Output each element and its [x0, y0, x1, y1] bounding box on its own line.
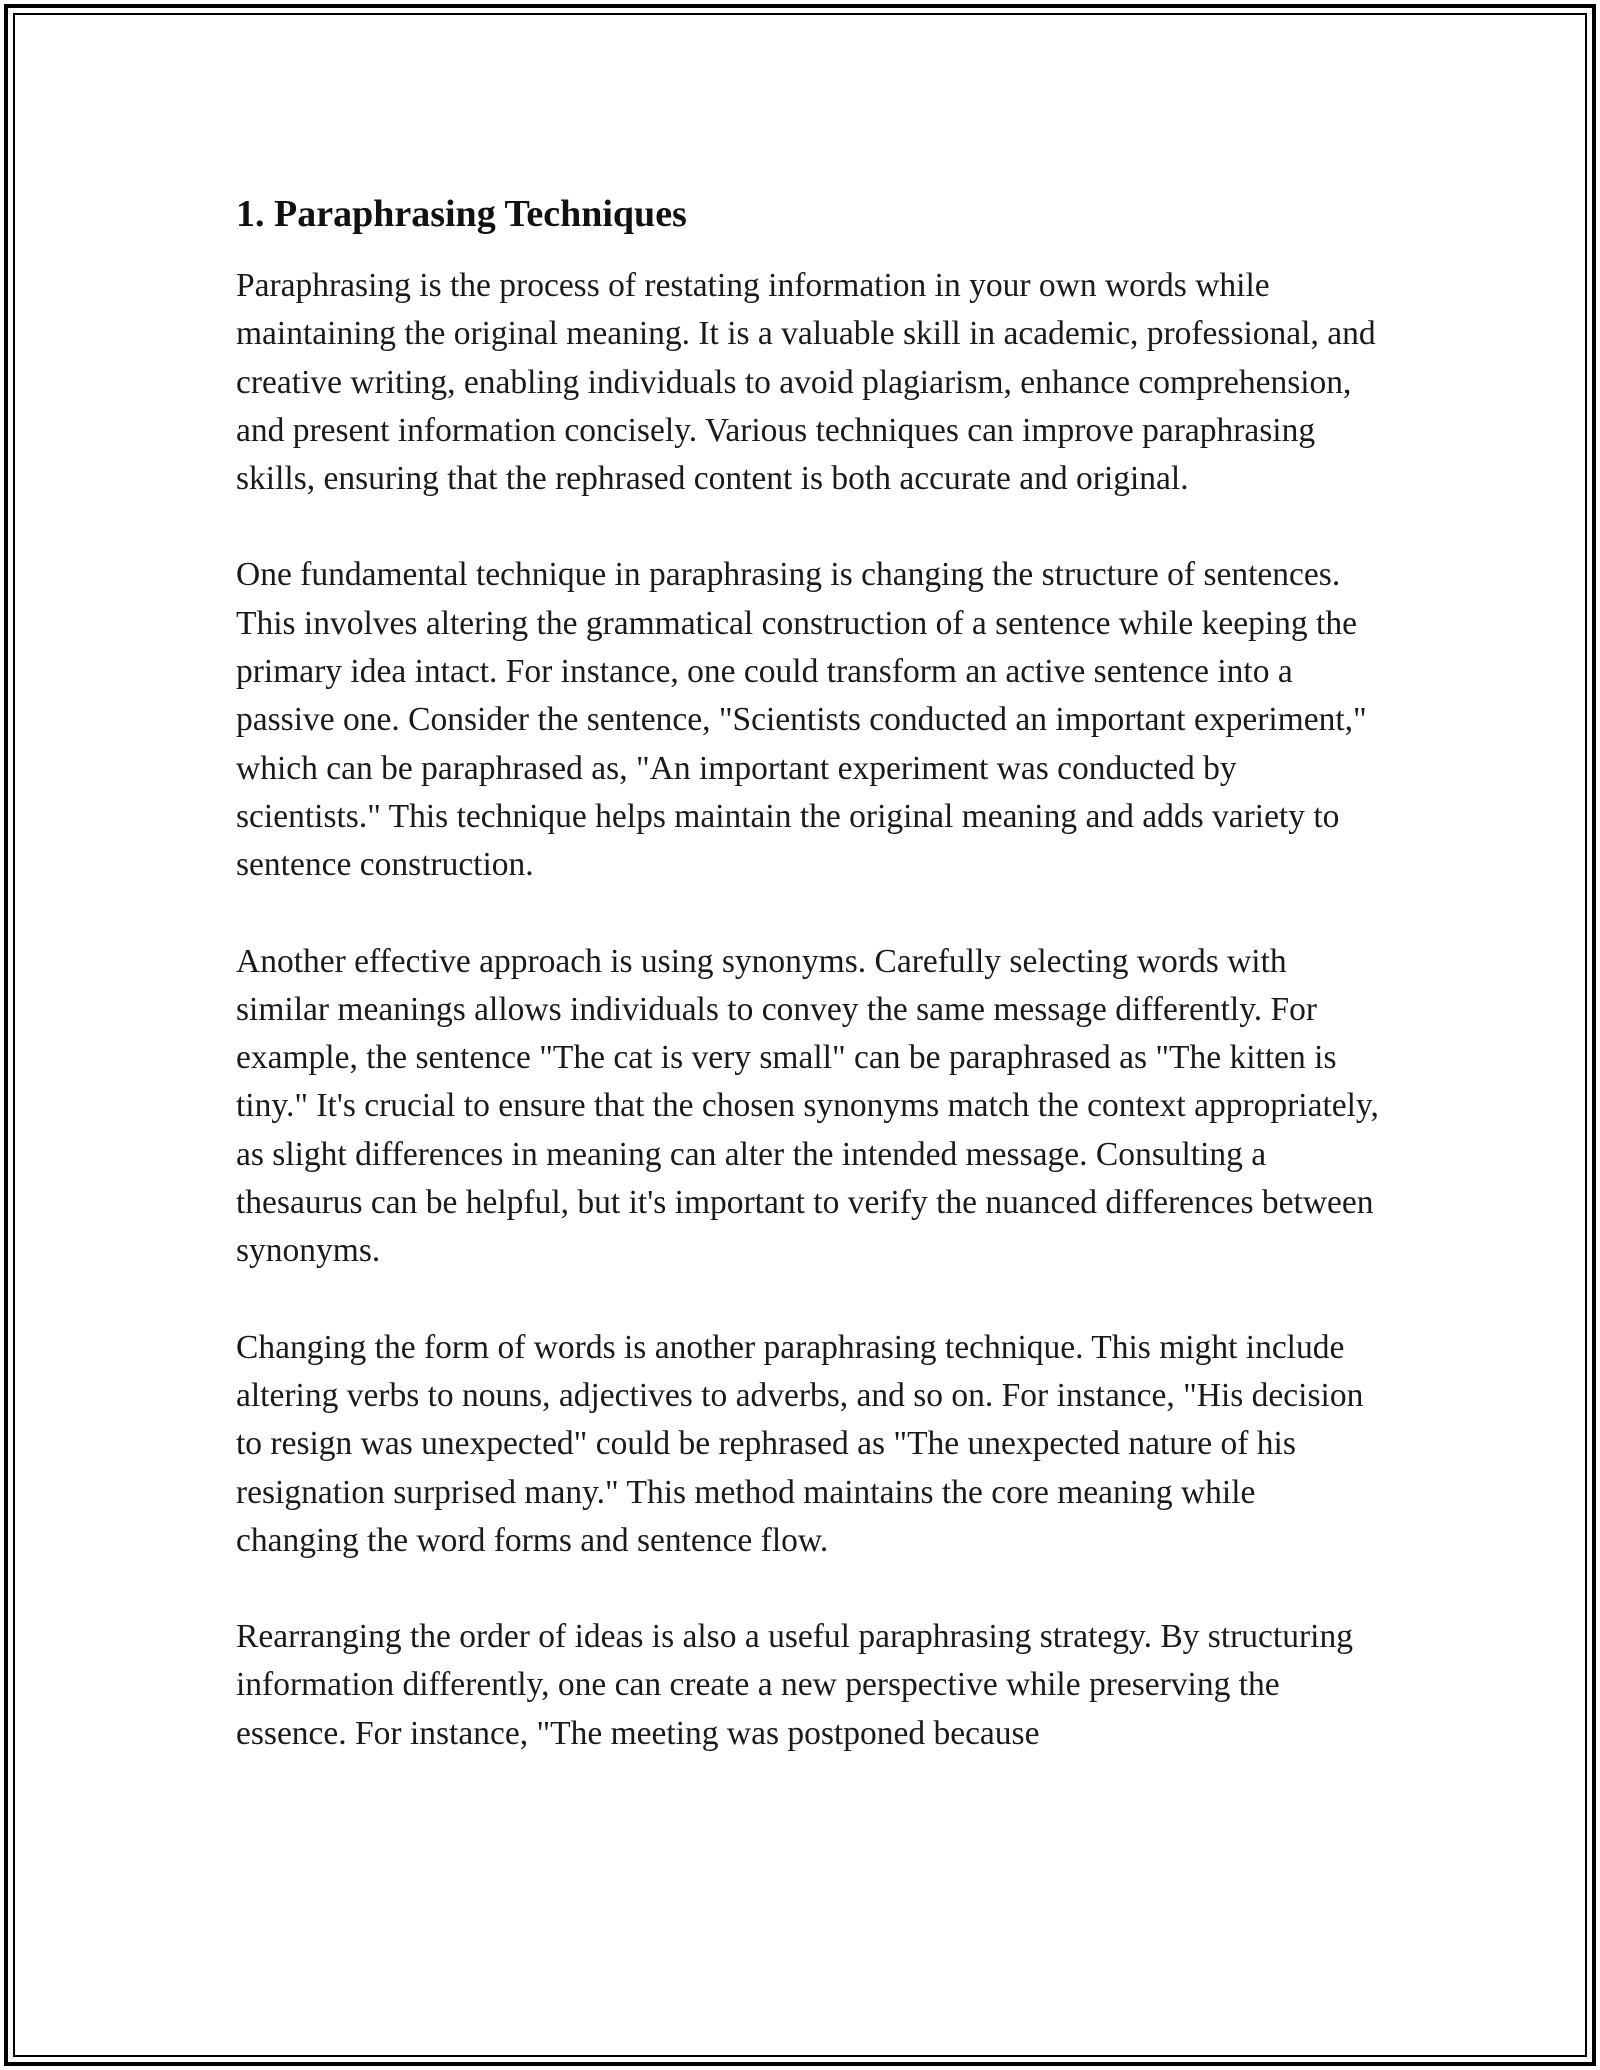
document-body	[236, 186, 1386, 1806]
paragraph-word-forms: Changing the form of words is another paraphrasing technique. This might include altering verbs to nouns, adjectives to adverbs, and so on. For instance, "His decision to resign was unexpected" could be rephrased as "The unexpected nature of his resignation surprised many." This method maintains the core meaning while changing the word forms and sentence flow.	[236, 1328, 1364, 1559]
paragraph-synonyms: Another effective approach is using synonyms. Carefully selecting words with similar meanings allows individuals to convey the same message differently. For example, the sentence "The cat is very small" can be paraphrased as "The kitten is tiny." It's crucial to ensure that the chosen synonyms match the context appropriately, as slight differences in meaning can alter the intended message. Consulting a thesaurus can be helpful, but it's important to verify the nuanced differences between synonyms.	[236, 942, 1379, 1270]
paragraph-sentence-structure: One fundamental technique in paraphrasing is changing the structure of sentences. This involves altering the grammatical construction of a sentence while keeping the primary idea intact. For instance, one could transform an active sentence into a passive one. Consider the sentence, "Scientists conducted an important experiment," which can be paraphrased as, "An important experiment was conducted by scientists." This technique helps maintain the original meaning and adds variety to sentence construction.	[236, 556, 1367, 884]
paragraph-intro: Paraphrasing is the process of restating information in your own words while maintaining the original meaning. It is a valuable skill in academic, professional, and creative writing, enabling individuals to avoid plagiarism, enhance comprehension, and present information concisely. Various techniques can improve paraphrasing skills, ensuring that the rephrased content is both accurate and original.	[236, 267, 1376, 498]
paragraph-rearranging-ideas: Rearranging the order of ideas is also a useful paraphrasing strategy. By structuring information differently, one can create a new perspective while preserving the essence. For instance, "The meeting was postponed because	[236, 1618, 1353, 1752]
section-heading: 1. Paraphrasing Techniques	[236, 193, 687, 235]
